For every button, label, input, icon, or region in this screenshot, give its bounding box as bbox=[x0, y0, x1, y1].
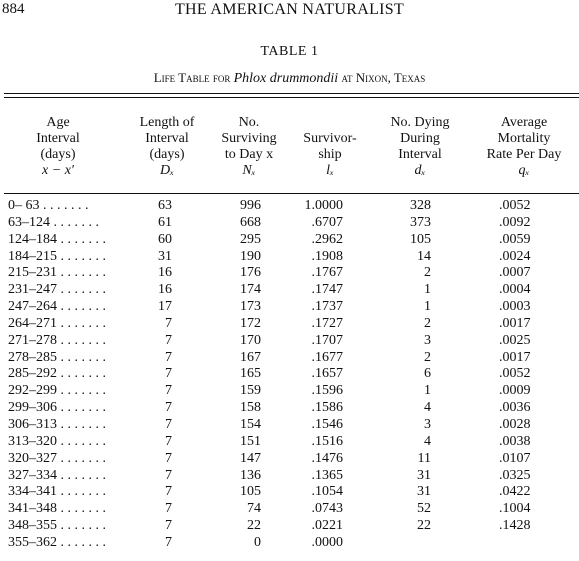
top-rule bbox=[4, 93, 579, 94]
length-cell: 60 bbox=[158, 231, 172, 247]
header-dying-symbol: dₓ bbox=[414, 163, 426, 178]
table-row bbox=[0, 265, 579, 282]
age-cell: 292–299 . . . . . . . bbox=[8, 383, 106, 399]
age-cell: 184–215 . . . . . . . bbox=[8, 248, 106, 264]
length-cell: 61 bbox=[158, 214, 172, 230]
dying-cell: 1 bbox=[424, 383, 431, 399]
table-row bbox=[0, 316, 579, 333]
header-surviving-symbol: Nₓ bbox=[242, 163, 256, 178]
age-cell: 231–247 . . . . . . . bbox=[8, 282, 106, 298]
table-row bbox=[0, 468, 579, 485]
rate-cell: .0052 bbox=[499, 366, 531, 382]
header-survivorship-line1: Survivor- bbox=[303, 131, 357, 146]
survivorship-cell: .1727 bbox=[311, 315, 343, 331]
survivorship-cell: .1516 bbox=[311, 433, 343, 449]
age-cell: 334–341 . . . . . . . bbox=[8, 484, 106, 500]
table-row bbox=[0, 535, 579, 552]
table-row bbox=[0, 249, 579, 266]
table-row bbox=[0, 434, 579, 451]
age-cell: 306–313 . . . . . . . bbox=[8, 416, 106, 432]
dying-cell: 31 bbox=[417, 467, 431, 483]
age-cell: 355–362 . . . . . . . bbox=[8, 534, 106, 550]
rate-cell: .0422 bbox=[499, 484, 531, 500]
age-cell: 327–334 . . . . . . . bbox=[8, 467, 106, 483]
dying-cell: 31 bbox=[417, 484, 431, 500]
header-age-line1: Age bbox=[46, 115, 70, 130]
survivorship-cell: .1476 bbox=[311, 450, 343, 466]
header-length-symbol: Dₓ bbox=[159, 163, 175, 178]
dying-cell: 14 bbox=[417, 248, 431, 264]
table-row bbox=[0, 282, 579, 299]
age-cell: 264–271 . . . . . . . bbox=[8, 315, 106, 331]
surviving-cell: 154 bbox=[240, 416, 261, 432]
rate-cell: .0092 bbox=[499, 214, 531, 230]
table-row bbox=[0, 215, 579, 232]
age-cell: 341–348 . . . . . . . bbox=[8, 501, 106, 517]
surviving-cell: 105 bbox=[240, 484, 261, 500]
survivorship-cell: .1586 bbox=[311, 400, 343, 416]
length-cell: 7 bbox=[165, 332, 172, 348]
length-cell: 7 bbox=[165, 501, 172, 517]
rate-cell: .0004 bbox=[499, 282, 531, 298]
survivorship-cell: .1767 bbox=[311, 265, 343, 281]
header-age-symbol: x − x′ bbox=[42, 163, 74, 178]
dying-cell: 52 bbox=[417, 501, 431, 517]
table-row bbox=[0, 451, 579, 468]
table-caption bbox=[0, 70, 579, 87]
surviving-cell: 174 bbox=[240, 282, 261, 298]
rate-cell: .0009 bbox=[499, 383, 531, 399]
length-cell: 7 bbox=[165, 518, 172, 534]
caption-species: Phlox drummondii bbox=[233, 71, 339, 86]
header-survivorship-line2: ship bbox=[318, 147, 342, 162]
dying-cell: 4 bbox=[424, 433, 431, 449]
length-cell: 7 bbox=[165, 534, 172, 550]
table-row bbox=[0, 366, 579, 383]
header-rate-line3: Rate Per Day bbox=[486, 147, 562, 162]
surviving-cell: 0 bbox=[254, 534, 261, 550]
dying-cell: 3 bbox=[424, 332, 431, 348]
table-row bbox=[0, 501, 579, 518]
age-cell: 299–306 . . . . . . . bbox=[8, 400, 106, 416]
table-row bbox=[0, 518, 579, 535]
table-row bbox=[0, 299, 579, 316]
dying-cell: 3 bbox=[424, 416, 431, 432]
surviving-cell: 74 bbox=[247, 501, 261, 517]
length-cell: 17 bbox=[158, 299, 172, 315]
table-row bbox=[0, 232, 579, 249]
table-row bbox=[0, 350, 579, 367]
header-length-line3: (days) bbox=[149, 147, 185, 162]
surviving-cell: 176 bbox=[240, 265, 261, 281]
age-cell: 215–231 . . . . . . . bbox=[8, 265, 106, 281]
survivorship-cell: .1054 bbox=[311, 484, 343, 500]
length-cell: 7 bbox=[165, 366, 172, 382]
surviving-cell: 668 bbox=[240, 214, 261, 230]
rate-cell: .0059 bbox=[499, 231, 531, 247]
survivorship-cell: .0743 bbox=[311, 501, 343, 517]
age-cell: 348–355 . . . . . . . bbox=[8, 518, 106, 534]
surviving-cell: 158 bbox=[240, 400, 261, 416]
header-age-line3: (days) bbox=[40, 147, 76, 162]
header-length-line1: Length of bbox=[139, 115, 195, 130]
top-rule-double bbox=[4, 97, 579, 98]
rate-cell: .0052 bbox=[499, 198, 531, 213]
header-surviving-line1: No. bbox=[238, 115, 260, 130]
survivorship-cell: .1908 bbox=[311, 248, 343, 264]
caption-suffix: at Nixon, Texas bbox=[338, 70, 426, 85]
header-dying-line3: Interval bbox=[398, 147, 442, 162]
table-label: TABLE 1 bbox=[260, 44, 319, 59]
survivorship-cell: .6707 bbox=[311, 214, 343, 230]
surviving-cell: 190 bbox=[240, 248, 261, 264]
header-dying bbox=[378, 115, 462, 179]
dying-cell: 2 bbox=[424, 265, 431, 281]
length-cell: 16 bbox=[158, 265, 172, 281]
surviving-cell: 159 bbox=[240, 383, 261, 399]
survivorship-cell: .0221 bbox=[311, 518, 343, 534]
table-body bbox=[0, 198, 579, 552]
length-cell: 7 bbox=[165, 416, 172, 432]
header-dying-line1: No. Dying bbox=[390, 115, 450, 130]
caption-prefix: Life Table for bbox=[153, 70, 234, 85]
dying-cell: 4 bbox=[424, 400, 431, 416]
rate-cell: .0024 bbox=[499, 248, 531, 264]
length-cell: 7 bbox=[165, 400, 172, 416]
table-row bbox=[0, 400, 579, 417]
table-row bbox=[0, 484, 579, 501]
surviving-cell: 996 bbox=[240, 198, 261, 213]
surviving-cell: 173 bbox=[240, 299, 261, 315]
age-cell: 0– 63 . . . . . . . bbox=[8, 198, 89, 213]
dying-cell: 11 bbox=[417, 450, 431, 466]
surviving-cell: 151 bbox=[240, 433, 261, 449]
header-rate-line2: Mortality bbox=[497, 131, 551, 146]
header-length-line2: Interval bbox=[145, 131, 189, 146]
table-row bbox=[0, 417, 579, 434]
age-cell: 313–320 . . . . . . . bbox=[8, 433, 106, 449]
age-cell: 124–184 . . . . . . . bbox=[8, 231, 106, 247]
dying-cell: 105 bbox=[410, 231, 431, 247]
header-survivorship-symbol: lₓ bbox=[326, 163, 334, 178]
survivorship-cell: .1657 bbox=[311, 366, 343, 382]
running-head: THE AMERICAN NATURALIST bbox=[174, 1, 405, 18]
age-cell: 247–264 . . . . . . . bbox=[8, 299, 106, 315]
length-cell: 7 bbox=[165, 450, 172, 466]
rate-cell: .0003 bbox=[499, 299, 531, 315]
page-number: 884 bbox=[2, 1, 25, 17]
rate-cell: .0107 bbox=[499, 450, 531, 466]
rate-cell: .0038 bbox=[499, 433, 531, 449]
survivorship-cell: .1546 bbox=[311, 416, 343, 432]
age-cell: 271–278 . . . . . . . bbox=[8, 332, 106, 348]
surviving-cell: 22 bbox=[247, 518, 261, 534]
length-cell: 31 bbox=[158, 248, 172, 264]
surviving-cell: 167 bbox=[240, 349, 261, 365]
dying-cell: 1 bbox=[424, 282, 431, 298]
header-survivorship bbox=[292, 131, 368, 179]
header-age-line2: Interval bbox=[36, 131, 80, 146]
rate-cell: .0028 bbox=[499, 416, 531, 432]
surviving-cell: 170 bbox=[240, 332, 261, 348]
dying-cell: 22 bbox=[417, 518, 431, 534]
rate-cell: .1428 bbox=[499, 518, 531, 534]
length-cell: 16 bbox=[158, 282, 172, 298]
header-surviving-line2: Surviving bbox=[221, 131, 277, 146]
age-cell: 285–292 . . . . . . . bbox=[8, 366, 106, 382]
surviving-cell: 172 bbox=[240, 315, 261, 331]
rate-cell: .0325 bbox=[499, 467, 531, 483]
surviving-cell: 295 bbox=[240, 231, 261, 247]
table-row bbox=[0, 383, 579, 400]
header-surviving-line3: to Day x bbox=[224, 147, 274, 162]
dying-cell: 328 bbox=[410, 198, 431, 213]
table-row bbox=[0, 333, 579, 350]
length-cell: 63 bbox=[158, 198, 172, 213]
surviving-cell: 165 bbox=[240, 366, 261, 382]
dying-cell: 1 bbox=[424, 299, 431, 315]
length-cell: 7 bbox=[165, 383, 172, 399]
age-cell: 63–124 . . . . . . . bbox=[8, 214, 99, 230]
survivorship-cell: .1707 bbox=[311, 332, 343, 348]
table-row bbox=[0, 198, 579, 215]
header-rate-symbol: qₓ bbox=[518, 163, 530, 178]
rate-cell: .0025 bbox=[499, 332, 531, 348]
length-cell: 7 bbox=[165, 349, 172, 365]
header-rule bbox=[4, 193, 579, 194]
age-cell: 278–285 . . . . . . . bbox=[8, 349, 106, 365]
rate-cell: .1004 bbox=[499, 501, 531, 517]
header-rate-line1: Average bbox=[500, 115, 548, 130]
surviving-cell: 147 bbox=[240, 450, 261, 466]
length-cell: 7 bbox=[165, 315, 172, 331]
header-surviving bbox=[210, 115, 288, 179]
survivorship-cell: .1747 bbox=[311, 282, 343, 298]
rate-cell: .0017 bbox=[499, 315, 531, 331]
length-cell: 7 bbox=[165, 484, 172, 500]
survivorship-cell: .1737 bbox=[311, 299, 343, 315]
dying-cell: 373 bbox=[410, 214, 431, 230]
survivorship-cell: .2962 bbox=[311, 231, 343, 247]
surviving-cell: 136 bbox=[240, 467, 261, 483]
survivorship-cell: .1596 bbox=[311, 383, 343, 399]
rate-cell: .0036 bbox=[499, 400, 531, 416]
dying-cell: 6 bbox=[424, 366, 431, 382]
header-length bbox=[124, 115, 210, 179]
survivorship-cell: .0000 bbox=[311, 534, 343, 550]
age-cell: 320–327 . . . . . . . bbox=[8, 450, 106, 466]
survivorship-cell: .1365 bbox=[311, 467, 343, 483]
header-dying-line2: During bbox=[400, 131, 440, 146]
rate-cell: .0007 bbox=[499, 265, 531, 281]
survivorship-cell: .1677 bbox=[311, 349, 343, 365]
dying-cell: 2 bbox=[424, 315, 431, 331]
length-cell: 7 bbox=[165, 467, 172, 483]
header-age bbox=[4, 115, 112, 179]
dying-cell: 2 bbox=[424, 349, 431, 365]
survivorship-cell: 1.0000 bbox=[304, 198, 343, 213]
rate-cell: .0017 bbox=[499, 349, 531, 365]
header-rate bbox=[472, 115, 576, 179]
length-cell: 7 bbox=[165, 433, 172, 449]
